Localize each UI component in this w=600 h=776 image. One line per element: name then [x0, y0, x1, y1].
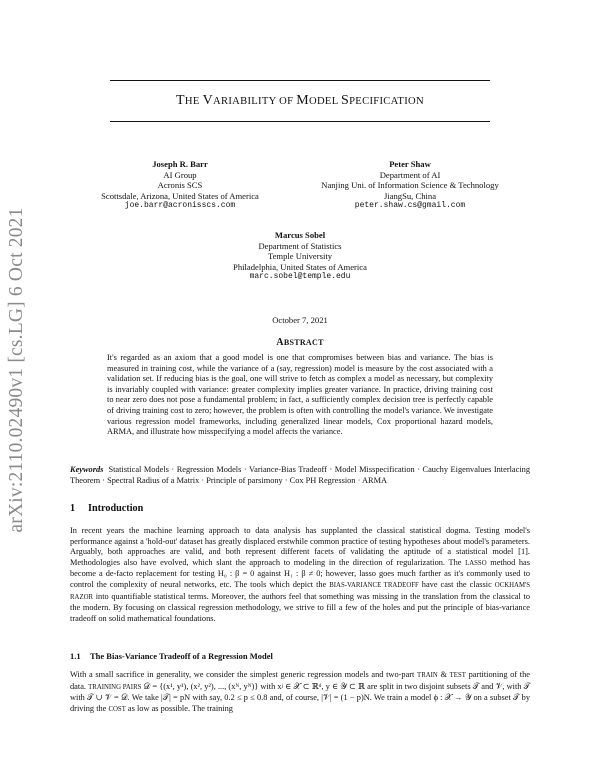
section-heading-introduction: 1 Introduction — [70, 503, 144, 514]
author-affiliation: AI Group — [163, 169, 197, 180]
author-affiliation: Department of Statistics — [258, 240, 342, 251]
arxiv-stamp: arXiv:2110.02490v1 [cs.LG] 6 Oct 2021 — [6, 207, 27, 533]
author-name: Marcus Sobel — [274, 230, 326, 240]
author-affiliation: Philadelphia, United States of America — [233, 261, 367, 272]
author-affiliation: Acronis SCS — [157, 180, 203, 190]
keywords-list: Statistical Models · Regression Models · Variance-Bias Tradeoff · Model Misspecification · Cauchy Eigenvalues Interlacing Theorem · Spectral Radius of a Matrix · Principle of parsimony · Cox PH Regression · ARMA — [70, 465, 530, 485]
keywords — [70, 465, 530, 486]
title-bottom-rule — [110, 121, 490, 122]
author-affiliation: Department of AI — [379, 169, 441, 180]
author-name: Joseph R. Barr — [152, 159, 208, 169]
author-email[interactable]: joe.barr@acronisscs.com — [124, 201, 236, 210]
subsection-paragraph: With a small sacrifice in generality, we consider the simplest generic regression models and two-part TRAIN & TEST partitioning of the data. TRAINING PAIRS 𝒟 = {(x¹, y¹), (x², y²), ..., (xᴺ, yᴺ)} with xʲ ∈ 𝒳 ⊂ ℝᵈ, y ∈ 𝒴 ⊂ ℝ are split in two disjoint subsets 𝒯 and 𝒱, with 𝒯 with 𝒯 ∪ 𝒱 = 𝒟. We take |𝒯| = pN with say, 0.2 ≤ p ≤ 0.8 and, of course, |𝒱| = (1 − p)N. We train a model ϕ : 𝒳 → 𝒴 on a subset 𝒯 by driving the COST as low as possible. The training — [70, 670, 531, 713]
keywords-label: Keywords — [70, 465, 104, 474]
author-email[interactable]: peter.shaw.cs@gmail.com — [354, 201, 466, 210]
abstract-text: It's regarded as an axiom that a good model is one that compromises between bias and variance. The bias is measured in training cost, while the variance of a (say, regression) model is measure by the cost associated with a validation set. If reducing bias is the goal, one will strive to fetch as complex a model as necessary, but complexity is invariably coupled with variance: greater complexity implies greater variance. In practice, driving training cost to near zero does not pose a fundamental problem; in fact, a sufficiently complex decision tree is perfectly capable of driving training cost to zero; however, the problem is often with controlling the model's variance. We investigate various regression model frameworks, including generalized linear models, Cox proportional hazard models, ARMA, and illustrate how misspecifying a model affects the variance. — [107, 353, 493, 437]
abstract-heading: ABSTRACT — [276, 337, 324, 348]
title-top-rule — [110, 80, 490, 81]
author-email[interactable]: marc.sobel@temple.edu — [249, 272, 351, 281]
author-affiliation: Temple University — [267, 251, 333, 261]
author-affiliation: Scottsdale, Arizona, United States of America — [101, 190, 259, 201]
author-block-sobel — [200, 230, 400, 283]
author-affiliation: Nanjing Uni. of Information Science & Technology — [321, 180, 499, 190]
author-affiliation: JiangSu, China — [383, 190, 437, 201]
author-name: Peter Shaw — [389, 159, 431, 169]
author-block-shaw — [305, 159, 515, 212]
intro-paragraph: In recent years the machine learning approach to data analysis has supplanted the classical statistical dogma. Testing model's performance against a 'hold-out' dataset has greatly displaced erstwhile common practice of testing hypotheses about model's parameters. Arguably, both approaches are valid, and both represent different facets of validating the aptitude of a statistical model [1]. Methodologies also have evolved, which slant the approach to modeling in the direction of regularization. The LASSO method has become a de-facto replacement for testing H₀ : β = 0 against H₁ : β ≠ 0; however, lasso goes much farther as it's commonly used to control the complexity of neural networks, etc. The tools which depict the BIAS-VARIANCE TRADEOFF have cast the classic OCKHAM'S RAZOR into quantifiable statistical terms. Moreover, the authors feel that something was missing in the translation from the classical to the modern. By focusing on classical regression methodology, we strive to fill a few of the holes and put the principle of bias-variance tradeoff on solid mathematical foundations. — [70, 526, 531, 623]
paper-title: THE VARIABILITY OF MODEL SPECIFICATION — [176, 93, 424, 108]
author-block-barr — [100, 159, 260, 212]
paper-date: October 7, 2021 — [272, 315, 328, 325]
subsection-heading-bias-variance: 1.1 The Bias-Variance Tradeoff of a Regression Model — [70, 651, 273, 661]
